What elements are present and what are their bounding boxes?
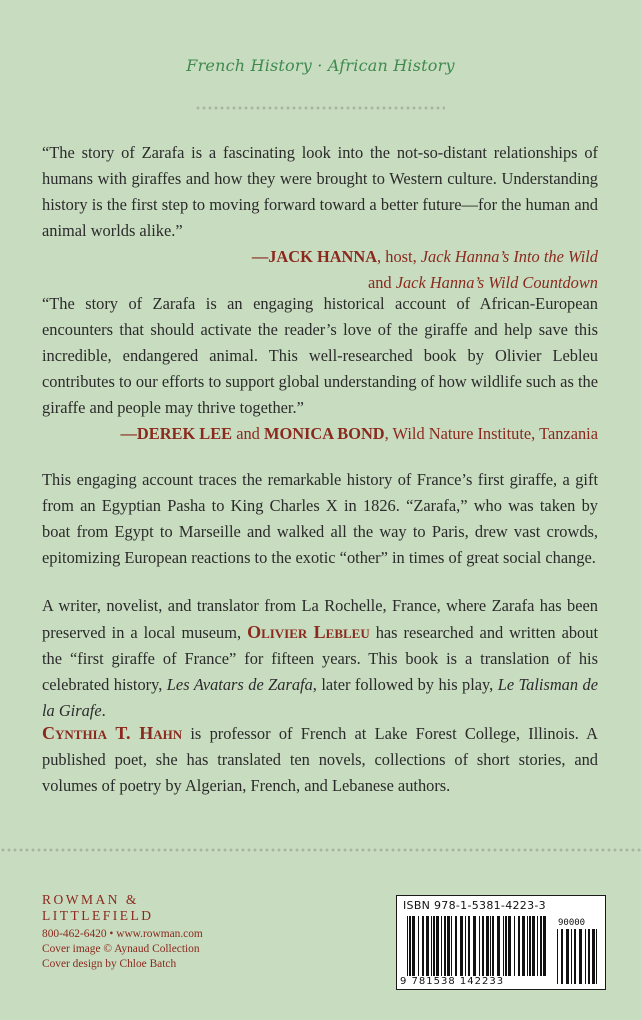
price-addon-barcode	[557, 929, 597, 984]
publisher-contact: 800-462-6420 • www.rowman.com	[42, 928, 203, 940]
description-paragraph-2	[42, 593, 598, 724]
ean-number: 9 781538 142233	[400, 976, 505, 987]
cover-design-credit: Cover design by Chloe Batch	[42, 958, 177, 970]
quote-1-conjunction: and	[367, 273, 396, 292]
translator-paragraph	[42, 720, 598, 799]
quote-2-affiliation: , Wild Nature Institute, Tanzania	[384, 424, 598, 443]
author-bio-text: has researched and written about the “first giraffe of France” for fifteen years. This book is a translation of his celebrated history,	[42, 623, 598, 694]
isbn-barcode	[396, 895, 606, 990]
endorsement-quote-2	[42, 291, 598, 447]
author-bio-end: .	[101, 701, 106, 720]
publisher-logo-line-1: ROWMAN &	[42, 892, 139, 907]
description-paragraph-1	[42, 467, 598, 571]
endorsement-quote-1	[42, 140, 598, 296]
quote-1-author: —JACK HANNA	[251, 247, 378, 266]
quote-2-and: and	[232, 424, 264, 443]
isbn-number: ISBN 978-1-5381-4223-3	[403, 899, 546, 912]
play-title: Le Talisman de la Girafe	[42, 675, 598, 720]
quote-2-author-1: —DEREK LEE	[120, 424, 233, 443]
main-barcode	[407, 916, 546, 976]
publisher-info	[42, 892, 292, 972]
author-bio-intro: A writer, novelist, and translator from La Rochelle, France, where Zarafa has been preserved in a local museum,	[42, 596, 598, 642]
translator-name: Cynthia T. Hahn	[42, 723, 183, 743]
quote-2-author-2: MONICA BOND	[263, 424, 385, 443]
book-title-original: Les Avatars de Zarafa	[166, 675, 313, 694]
quote-1-role: , host,	[377, 247, 421, 266]
author-bio-connector: , later followed by his play,	[312, 675, 498, 694]
quote-1-title-1: Jack Hanna’s Into the Wild	[420, 247, 598, 266]
translator-bio-text: is professor of French at Lake Forest College, Illinois. A published poet, she has translated ten novels, collections of short stories, and volumes of poetry by Algerian, French, and Lebanese authors.	[42, 724, 598, 795]
publisher-logo-line-2: LITTLEFIELD	[42, 908, 154, 923]
price-code: 90000	[558, 918, 586, 928]
bottom-dotted-divider	[0, 848, 641, 852]
quote-2-text: “The story of Zarafa is an engaging historical account of African-European encounters that should activate the reader’s love of the giraffe and help save this incredible, endangered animal. This well-researched book by Olivier Lebleu contributes to our efforts to support global understanding of how wildlife such as the giraffe and people may thrive together.”	[42, 294, 598, 417]
author-name: Olivier Lebleu	[247, 622, 370, 642]
category-label: French History · African History	[186, 56, 455, 75]
quote-2-attribution	[42, 421, 598, 447]
cover-image-credit: Cover image © Aynaud Collection	[42, 943, 200, 955]
quote-1-attribution	[42, 244, 598, 296]
top-dotted-divider	[195, 106, 445, 110]
quote-1-text: “The story of Zarafa is a fascinating look into the not-so-distant relationships of humans with giraffes and how they were brought to Western culture. Understanding history is the first step to moving forward toward a better future—for the human and animal worlds alike.”	[42, 143, 598, 240]
description-text-1: This engaging account traces the remarkable history of France’s first giraffe, a gift from an Egyptian Pasha to King Charles X in 1826. “Zarafa,” who was taken by boat from Egypt to Marseille and walked all the way to Paris, drew vast crowds, epitomizing European reactions to the exotic “other” in times of great social change.	[42, 470, 598, 567]
quote-1-title-2: Jack Hanna’s Wild Countdown	[395, 273, 598, 292]
